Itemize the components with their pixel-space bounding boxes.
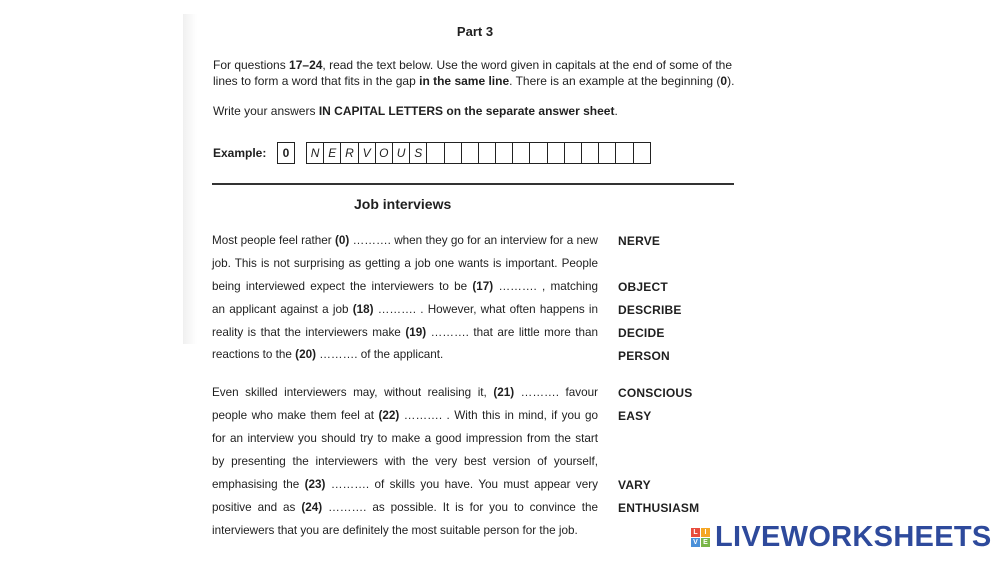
instructions-text: Write your answers: [213, 104, 319, 118]
example-letter-boxes: [307, 142, 651, 164]
text-line: [212, 348, 598, 361]
capital-word: DESCRIBE: [618, 303, 682, 317]
example-letter-box: V: [358, 142, 376, 164]
example-letter-box: [478, 142, 496, 164]
example-letter-box: [444, 142, 462, 164]
text-segment: ………. when they go for an interview for a new: [349, 234, 598, 247]
example-letter-box: E: [323, 142, 341, 164]
question-number: (18): [352, 303, 374, 316]
capital-word: DECIDE: [618, 326, 665, 340]
text-segment: people who make them feel at: [212, 409, 379, 422]
instructions-text: ).: [727, 74, 735, 88]
logo-tile: L: [691, 528, 700, 537]
instructions-bold: IN CAPITAL LETTERS on the separate answer sheet: [318, 104, 615, 118]
logo-text: LIVEWORKSHEETS: [715, 521, 992, 553]
divider-rule: [212, 183, 734, 185]
question-number: (22): [378, 409, 400, 422]
text-line: [212, 455, 598, 468]
text-segment: reactions to the: [212, 348, 296, 361]
example-row: [213, 141, 651, 165]
example-label: Example:: [213, 146, 267, 160]
text-segment: job. This is not surprising as getting a job one wants is important. People: [212, 257, 598, 270]
text-segment: ………. of skills you have. You must appear very: [325, 478, 598, 491]
liveworksheets-logo: [691, 521, 992, 554]
logo-tile: V: [691, 538, 700, 547]
text-line: [212, 409, 598, 422]
question-number: (19): [405, 326, 427, 339]
example-letter-box: [495, 142, 513, 164]
text-line: [212, 478, 598, 491]
text-segment: ………. of the applicant.: [315, 348, 444, 361]
example-number-box: 0: [277, 142, 295, 164]
example-letter-box: O: [375, 142, 393, 164]
example-letter-box: N: [306, 142, 324, 164]
text-segment: interviewers that you are definitely the most suitable person for the job.: [212, 524, 578, 537]
capital-word: EASY: [618, 409, 652, 423]
example-letter-box: [426, 142, 444, 164]
example-letter-box: [598, 142, 616, 164]
capital-word: ENTHUSIASM: [618, 501, 700, 515]
text-segment: positive and as: [212, 501, 302, 514]
capital-word: OBJECT: [618, 280, 668, 294]
instructions-bold: in the same line: [419, 74, 510, 88]
text-segment: ………. . With this in mind, if you go: [399, 409, 598, 422]
example-letter-box: S: [409, 142, 427, 164]
example-letter-box: [615, 142, 633, 164]
capital-word: PERSON: [618, 349, 670, 363]
text-line: [212, 326, 598, 339]
text-line: [212, 234, 598, 247]
capital-word: NERVE: [618, 234, 661, 248]
example-letter-box: R: [340, 142, 358, 164]
text-segment: ………. favour: [514, 386, 598, 399]
capital-word: VARY: [618, 478, 651, 492]
question-number: (21): [493, 386, 515, 399]
text-line: [212, 501, 598, 514]
scan-shadow: [183, 14, 197, 344]
instructions-paragraph: [213, 57, 743, 89]
part-title: Part 3: [456, 24, 494, 39]
text-segment: by presenting the interviewers with the very best version of yourself,: [212, 455, 598, 468]
logo-tile: I: [701, 528, 710, 537]
text-line: [212, 524, 598, 537]
text-line: [212, 432, 598, 445]
example-letter-box: [547, 142, 565, 164]
example-letter-box: [529, 142, 547, 164]
text-segment: ………. . However, what often happens in: [373, 303, 598, 316]
text-segment: ………. that are little more than: [426, 326, 598, 339]
example-letter-box: U: [392, 142, 410, 164]
text-segment: an applicant against a job: [212, 303, 353, 316]
text-segment: being interviewed expect the interviewers to be: [212, 280, 473, 293]
question-number: (17): [472, 280, 494, 293]
instructions-text: .: [614, 104, 618, 118]
question-number: (23): [304, 478, 326, 491]
example-letter-box: [633, 142, 651, 164]
text-segment: ………. , matching: [493, 280, 598, 293]
text-line: [212, 280, 598, 293]
text-segment: ………. as possible. It is for you to convince the: [322, 501, 599, 514]
text-segment: emphasising the: [212, 478, 305, 491]
text-segment: Even skilled interviewers may, without realising it,: [212, 386, 494, 399]
logo-tile: E: [701, 538, 710, 547]
text-segment: for an interview you should try to make a good impression from the start: [212, 432, 598, 445]
instructions-text: lines to form a word that fits in the gap: [213, 74, 420, 88]
question-number: (24): [301, 501, 323, 514]
example-letter-box: [564, 142, 582, 164]
example-letter-box: [512, 142, 530, 164]
instructions-text: For questions: [213, 58, 290, 72]
instructions-text: , read the text below. Use the word given in capitals at the end of some of the: [322, 58, 732, 72]
text-line: [212, 257, 598, 270]
text-segment: reality is that the interviewers make: [212, 326, 406, 339]
capital-word: CONSCIOUS: [618, 386, 693, 400]
text-line: [212, 386, 598, 399]
answer-instructions: [213, 103, 743, 119]
example-letter-box: [461, 142, 479, 164]
question-number: (20): [295, 348, 316, 361]
instructions-text: . There is an example at the beginning (: [509, 74, 721, 88]
text-line: [212, 303, 598, 316]
example-letter-box: [581, 142, 599, 164]
question-number: (0): [335, 234, 350, 247]
text-heading: Job interviews: [354, 196, 452, 212]
instructions-bold: 0: [720, 74, 728, 88]
logo-tiles: [691, 528, 710, 547]
instructions-bold: 17–24: [289, 58, 323, 72]
text-segment: Most people feel rather: [212, 234, 336, 247]
